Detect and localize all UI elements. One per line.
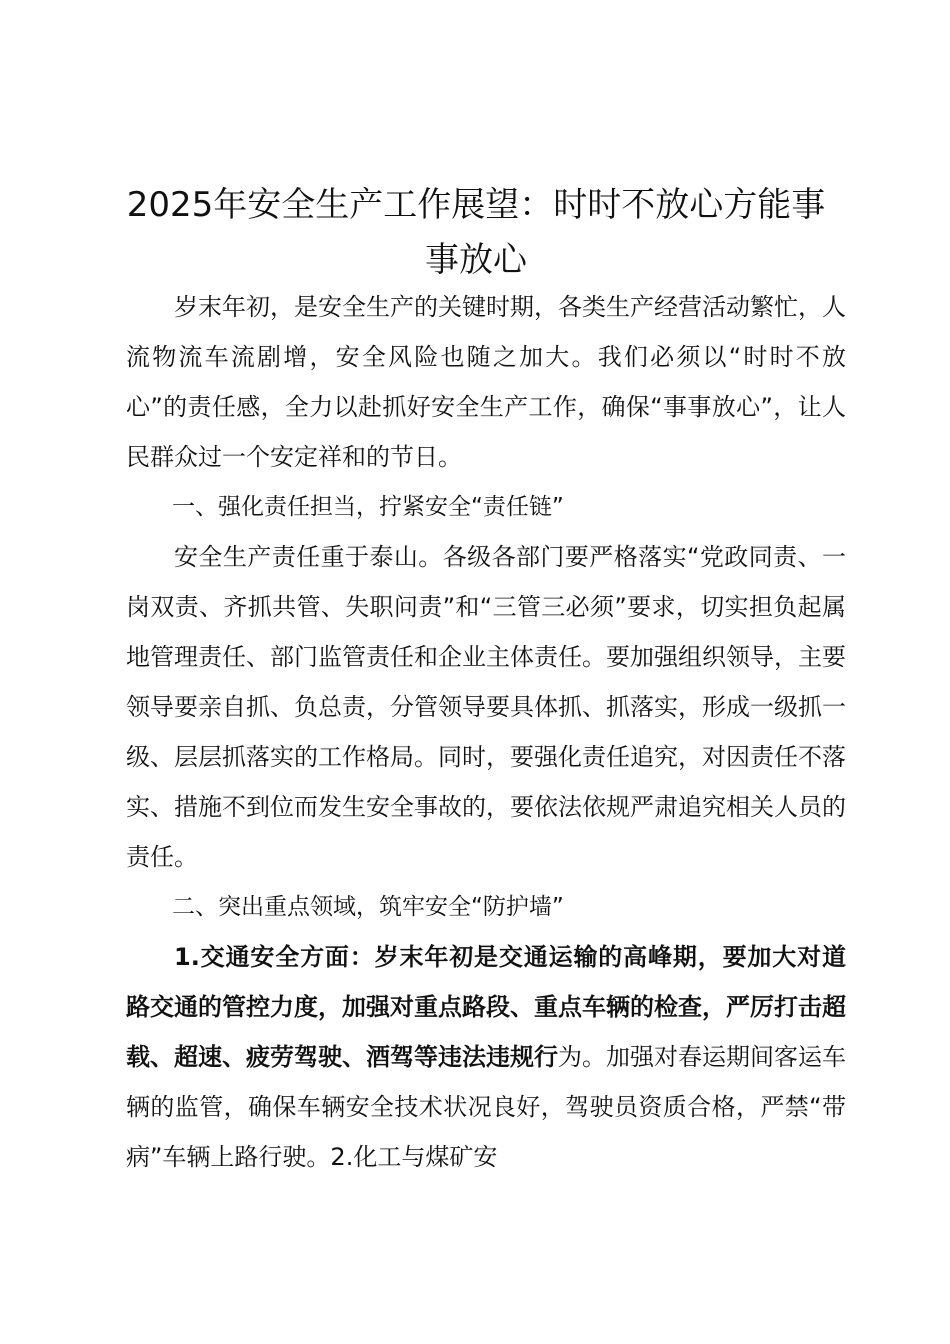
section-heading-2: 二、突出重点领域，筑牢安全“防护墙” [172,894,564,920]
section-1-paragraph: 安全生产责任重于泰山。各级各部门要严格落实“党政同责、一岗双责、齐抓共管、失职问责”和“三管三必须”要求，切实担负起属地管理责任、部门监管责任和企业主体责任。要加强组织领导，主要领导要亲自抓、负总责，分管领导要具体抓、抓落实，形成一级抓一级、层层抓落实的工作格局。同时，要强化责任追究，对因责任不落实、措施不到位而发生安全事故的，要依法依规严肃追究相关人员的责任。 [126,543,846,871]
document-title: 2025年安全生产工作展望：时时不放心方能事事放心 [126,185,826,280]
section-2-paragraph [126,932,846,1182]
intro-paragraph: 岁末年初，是安全生产的关键时期，各类生产经营活动繁忙，人流物流车流剧增，安全风险也随之加大。我们必须以“时时不放心”的责任感，全力以赴抓好安全生产工作，确保“事事放心”，让人民群众过一个安定祥和的节日。 [126,293,846,471]
document-body [126,282,846,1182]
traffic-safety-bold-text: 1.交通安全方面：岁末年初是交通运输的高峰期，要加大对道路交通的管控力度，加强对重点路段、重点车辆的检查，严厉打击超载、超速、疲劳驾驶、酒驾等违法违规行 [126,943,846,1071]
traffic-safety-text: 为。加强对春运期间客运车辆的监管，确保车辆安全技术状况良好，驾驶员资质合格，严禁“带病”车辆上路行驶。2.化工与煤矿安 [126,1043,846,1171]
section-heading-1: 一、强化责任担当，拧紧安全“责任链” [172,494,564,520]
